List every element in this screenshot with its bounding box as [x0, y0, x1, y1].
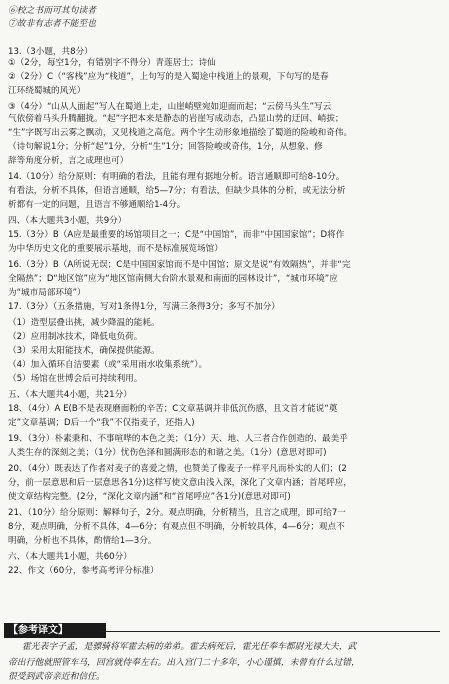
text-line: 分，前一层意思和后一层意思各1分)这样写使文意由浅入深，深化了文章内涵；首尾呼应，: [8, 478, 352, 488]
translation-line: 很受到武帝亲近和信任。: [8, 672, 105, 682]
text-line: 18、（4分）A E(B不是表现磨面粉的辛苦；C文章基调并非低沉伤感，且文首才能说“奠: [8, 404, 338, 414]
text-line: （1）造型层叠出挑，减少降温的能耗。: [8, 318, 160, 328]
translation-line: 霍光表字子孟，是骠骑将军霍去病的弟弟。霍去病死后，霍光任奉车都尉光禄大夫，武: [22, 642, 357, 652]
text-line: 定”文章基调；D后一个“我”不仅指麦子，还指人): [8, 418, 195, 428]
text-line: 五、（本大题共4小题，共21分）: [8, 390, 132, 400]
text-line: 14.（10分）给分原则：有明确的看法，且能有理有据地分析。语言通顺即可给8-10分。: [8, 172, 345, 182]
text-line: （2）应用制冰技术，降低电负荷。: [8, 332, 143, 342]
text-line: 8分，观点明确，分析不具体，4—6分；有观点但不明确，分析较具体，4—6分；观点不: [8, 522, 345, 532]
text-line: 22、作文（60分，参考高考评分标准）: [8, 566, 159, 576]
text-line: 20、（4分）既表达了作者对麦子的喜爱之情，也赞美了像麦子一样平凡而朴实的人们；(2: [8, 464, 347, 474]
text-line: 析都有一定的问题，且语言不够通顺给1-4分。: [8, 200, 186, 210]
text-line: 全隔热”；D“地区馆”应为“地区馆南侧大台阶水景观和南面的园林设计”，“城市环境”应: [8, 274, 338, 284]
translation-line: 帝出行他就照管车马，回宫就侍奉左右。出入宫门二十多年，小心谨慎，未曾有什么过错，: [8, 658, 360, 668]
text-line: “生”字既写出云雾之飘动，又见栈道之高危。两个字生动形象地描绘了蜀道的险峻和奇伟。: [8, 128, 353, 138]
heading-rule: [100, 631, 440, 632]
text-line: 13.（3小题，共8分）: [8, 47, 93, 57]
text-line: 人类生存的深刻之美；（1分）忧伤色泽和圆满形态的和谐之美。（1分）(意思对即可): [8, 448, 327, 458]
text-line: ⑦故非有志者不能至也: [8, 19, 96, 29]
text-line: （3）采用太阳能技术，确保提供能源。: [8, 346, 160, 356]
text-line: 使文章结构完整。(2分，“深化文章内涵”和“首尾呼应”各1分)(意思对即可): [8, 492, 291, 502]
text-line: （4）加入循环自洁要素（或“采用雨水收集系统”）。: [8, 360, 208, 370]
text-line: 江环绕蜀城的风光）: [8, 86, 86, 96]
translation-heading: 【参考译文】: [4, 623, 106, 638]
text-line: 15.（3分）B（A应是最重要的场馆项目之一；C是“中国馆”，而非“中国国家馆”；D将作: [8, 230, 345, 240]
text-line: ③（4分）“山从人面起”写人在蜀道上走，山崖峭壁宛如迎面而起；“云傍马头生”写云: [8, 102, 332, 112]
text-line: ②（2分）C（“客栈”应为“栈道”，上句写的是入蜀途中栈道上的景观，下句写的是春: [8, 72, 329, 82]
text-line: 16.（3分）B（A所说无误；C是中国国家馆而不是中国馆；原文是说“有效隔热”，并非“完: [8, 260, 351, 270]
text-line: 辞等角度分析，言之成理也可）: [8, 156, 129, 166]
text-line: （诗句解说1分；分析“起”1分，分析“生”1分；回答险峻或奇伟，1分，从想象、修: [8, 142, 323, 152]
text-line: 19、（3分）朴素秉和、不事喧哗的本色之美；（1分）天、地、人三者合作创造的、最美乎: [8, 434, 348, 444]
text-line: 为中华历史文化的重要展示基地，而不是标准展览场馆）: [8, 244, 223, 254]
text-line: 四、（本大题共3小题，共9分）: [8, 216, 127, 226]
text-line: ⑥校之书而可其句读者: [8, 6, 96, 16]
text-line: （5）场馆在世博会后可持续利用。: [8, 374, 143, 384]
text-line: 明确，分析也不具体，酌情给1—3分。: [8, 536, 157, 546]
text-line: 气依傍着马头升腾翻拢。“起”字把本来是静态的岩崖写成动态，凸显山势的迂回、峭拔；: [8, 114, 344, 124]
text-line: 17.（3分）（五条措施，写对1条得1分，写满三条得3分；多写不加分）: [8, 302, 280, 312]
text-line: 有看法，分析不具体，但语言通顺，给5—7分；有看法，但缺少具体的分析，或无法分析: [8, 186, 346, 196]
text-line: 21、（10分）给分原则：解释句子，2分。观点明确，分析精当，且言之成理，即可给7一: [8, 508, 346, 518]
text-line: ①（2分，每空1分，有错别字不得分）青莲居士；诗仙: [8, 58, 216, 68]
text-line: 六、（本大题共1小题，共60分）: [8, 552, 132, 562]
text-line: 为“城市局部环境”）: [8, 288, 86, 298]
